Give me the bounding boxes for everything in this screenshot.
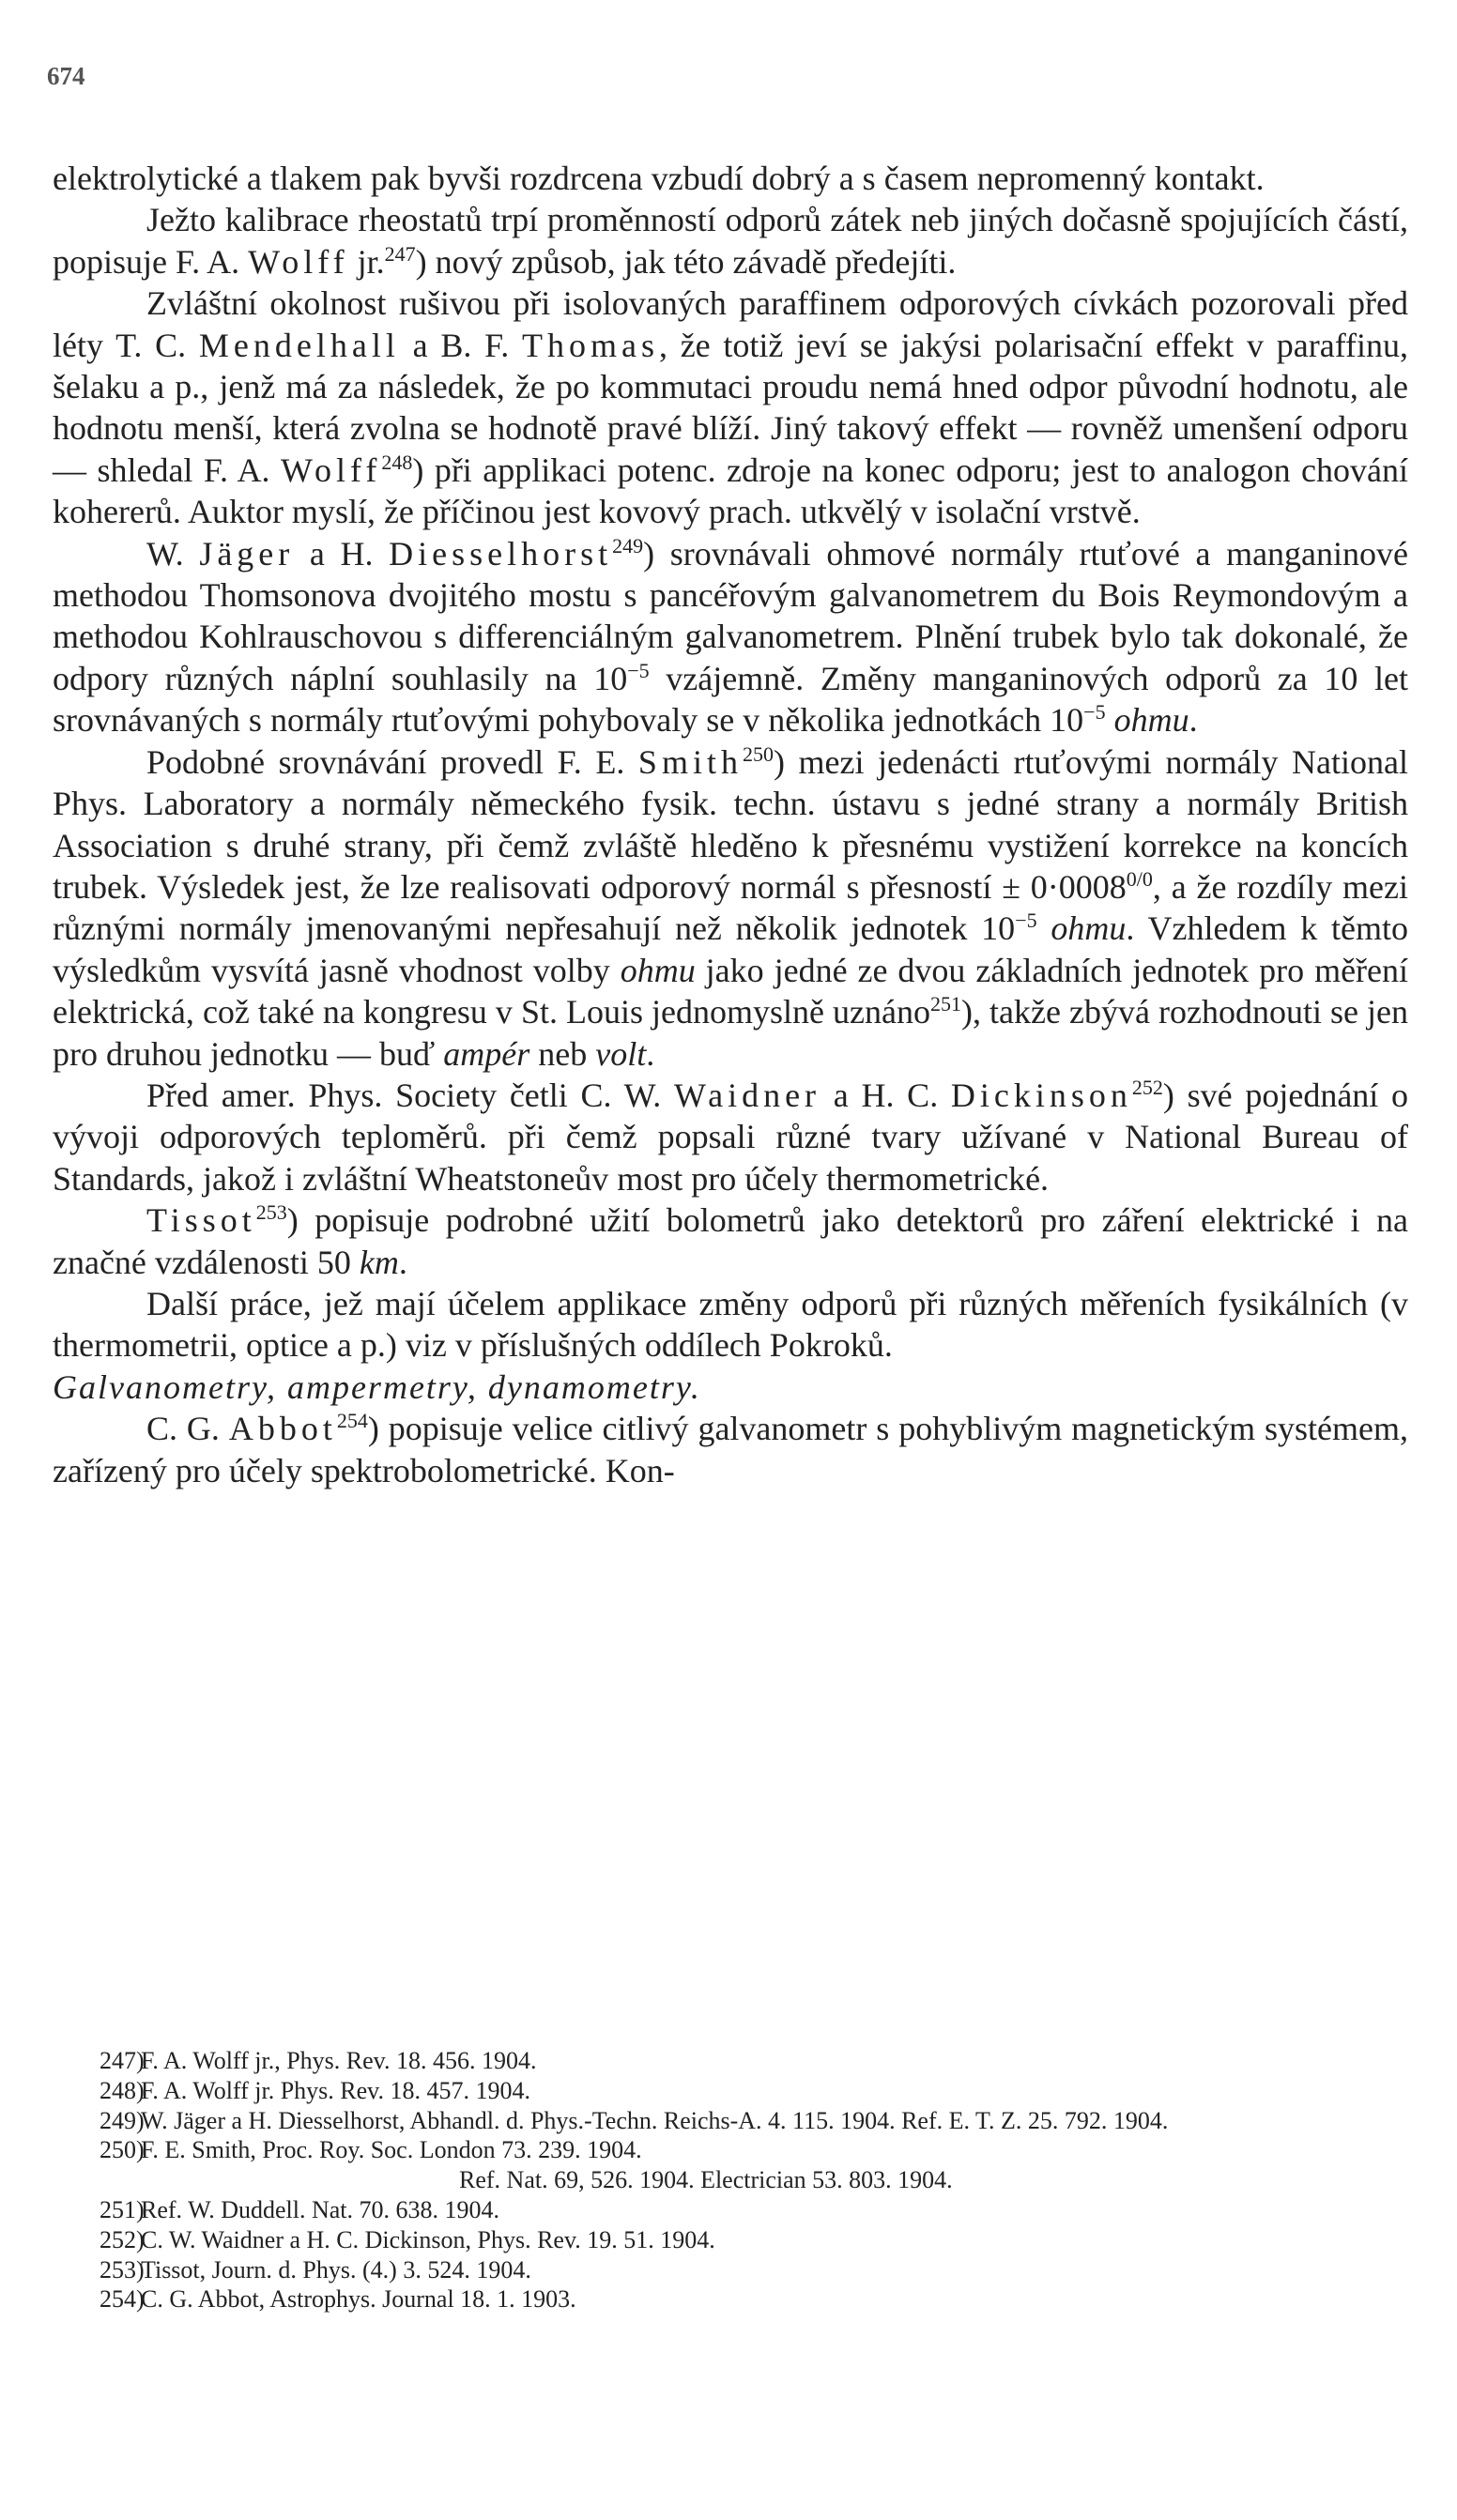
exponent: −5: [1015, 909, 1037, 933]
footnotes: [53, 2046, 1408, 2314]
footnote-mark: 247): [100, 2047, 145, 2074]
page-number: 674: [47, 62, 85, 90]
author-name: Abbot: [228, 1410, 337, 1448]
paragraph-8: Další práce, jež mají účelem applikace změny odporů při různých měřeních fysikálních (v thermometrii, optice a p.) viz v příslušných oddílech Pokroků.: [53, 1284, 1408, 1365]
exponent: −5: [1083, 700, 1106, 725]
footnote-mark: 250): [100, 2136, 145, 2164]
unit: ohmu: [1051, 909, 1127, 948]
footnote-mark: 249): [100, 2106, 145, 2134]
text: elektrolytické a tlakem pak byvši rozdrcena vzbudí dobrý a s časem nepromenný kontakt.: [53, 160, 1265, 197]
footnote-text: Ref. W. Duddell. Nat. 70. 638. 1904.: [141, 2195, 500, 2223]
unit: ampér: [443, 1034, 530, 1073]
author-name: Waidner: [674, 1076, 821, 1114]
percent-mark: 0/0: [1126, 866, 1153, 891]
footnote-text: F. E. Smith, Proc. Roy. Soc. London 73. 239. 1904.: [141, 2136, 642, 2164]
footnote: [53, 2046, 1408, 2076]
unit: ohmu: [1113, 701, 1189, 740]
footnote: [53, 2225, 1408, 2255]
author-name: Mendelhall: [198, 326, 400, 364]
footnote-mark: 248): [100, 2076, 145, 2104]
footnote-ref: 252: [1131, 1075, 1163, 1099]
footnote: [53, 2195, 1408, 2225]
footnote-mark: 252): [100, 2225, 145, 2253]
footnote-ref: 248: [381, 450, 413, 474]
footnote-ref: 250: [742, 741, 774, 766]
footnote-mark: 253): [100, 2255, 145, 2283]
footnote-text: F. A. Wolff jr. Phys. Rev. 18. 457. 1904.: [141, 2076, 530, 2104]
author-name: Thomas: [521, 326, 659, 364]
unit: volt: [595, 1034, 647, 1073]
footnote: [53, 2284, 1408, 2314]
paragraph-7: Tissot$^{253}$) popisuje podrobné užití bolometrů jako detektorů pro záření elektrické i na značné vzdálenosti 50 km.: [53, 1200, 1408, 1281]
paragraph-5: Podobné srovnávání provedl F. E. Smith$^{250}$) mezi jedenácti rtuťovými normály National Phys. Laboratory a normály německého fysik. techn. ústavu s jedné strany a normály British Association s druhé strany, při čemž zvláště hleděno k přesnému vystižení korrekce na koncích trubek. Výsledek jest, že lze realisovati odporový normál s přesností ± $0\cdot 0008^{0/0}$, a že rozdíly mezi různými normály jmenovanými nepřesahují než několik jednotek $10^{-5}$ ohmu. Vzhledem k těmto výsledkům vysvítá jasně vhodnost volby ohmu jako jedné ze dvou základních jednotek pro měření elektrická, což také na kongresu v St. Louis jednomyslně uznáno$^{251}$), takže zbývá rozhodnouti se jen pro druhou jednotku — buď ampér neb volt.: [53, 741, 1409, 1073]
paragraph-1: [53, 158, 1408, 199]
author-name: Wolff: [248, 242, 349, 281]
footnote-ref: 254: [336, 1409, 368, 1433]
author-name: Tissot: [146, 1201, 256, 1240]
footnote: [53, 2106, 1408, 2136]
footnote-ref: 253: [255, 1200, 287, 1225]
footnote-ref: 247: [384, 241, 416, 266]
footnote-mark: 254): [100, 2285, 145, 2314]
footnote-text: Tissot, Journ. d. Phys. (4.) 3. 524. 1904.: [141, 2255, 531, 2283]
paragraph-3: Zvláštní okolnost rušivou při isolovaných paraffinem odporových cívkách pozorovali před léty T. C. Mendelhall a B. F. Thomas, že totiž jeví se jakýsi polarisační effekt v paraffinu, šelaku a p., jenž má za následek, že po kommutaci proudu nemá hned odpor původní hodnotu, ale hodnotu menší, která zvolna se hodnotě pravé blíží. Jiný takový effekt — rovněž umenšení odporu — shledal F. A. Wolff$^{248}$) při applikaci potenc. zdroje na konec odporu; jest to analogon chování kohererů. Auktor myslí, že příčinou jest kovový prach. utkvělý v isolační vrstvě.: [53, 284, 1409, 531]
footnote-mark: 251): [100, 2195, 145, 2223]
footnote-text: F. A. Wolff jr., Phys. Rev. 18. 456. 1904.: [141, 2047, 537, 2074]
paragraph-4: W. Jäger a H. Diesselhorst$^{249}$) srovnávali ohmové normály rtuťové a manganinové methodou Thomsonova dvojitého mostu s pancéřovým galvanometrem du Bois Reymondovým a methodou Kohlrauschovou s differenciálným galvanometrem. Plnění trubek bylo tak dokonalé, že odpory různých náplní souhlasily na $10^{-5}$ vzájemně. Změny manganinových odporů za 10 let srovnávaných s normály rtuťovými pohybovaly se v několika jednotkách $10^{-5}$ ohmu.: [53, 533, 1409, 740]
body-text: [53, 158, 1408, 1491]
section-heading: Galvanometry, ampermetry, dynamometry.: [53, 1367, 701, 1406]
paragraph-6: Před amer. Phys. Society četli C. W. Waidner a H. C. Dickinson$^{252}$) své pojednání o vývoji odporových teploměrů. při čemž popsali různé tvary užívané v National Bureau of Standards, jakož i zvláštní Wheatstoneův most pro účely thermometrické.: [53, 1075, 1409, 1198]
author-name: Diesselhorst: [389, 534, 613, 573]
footnote-ref: 251: [930, 992, 962, 1016]
footnote-continuation: [53, 2165, 1408, 2195]
author-name: Dickinson: [950, 1076, 1132, 1114]
exponent: −5: [627, 658, 650, 682]
footnote-text: C. G. Abbot, Astrophys. Journal 18. 1. 1903.: [141, 2285, 576, 2314]
author-name: Smith: [637, 742, 743, 781]
footnote-text: C. W. Waidner a H. C. Dickinson, Phys. Rev. 19. 51. 1904.: [141, 2225, 715, 2253]
footnote: [53, 2076, 1408, 2106]
footnote-text: Ref. Nat. 69, 526. 1904. Electrician 53. 803. 1904.: [459, 2166, 953, 2194]
footnote: [53, 2135, 1408, 2165]
author-name: Wolff: [280, 451, 382, 489]
author-name: Jäger: [199, 534, 295, 573]
footnote-text: W. Jäger a H. Diesselhorst, Abhandl. d. Phys.-Techn. Reichs-A. 4. 115. 1904. Ref. E. T. Z. 25. 792. 1904.: [141, 2106, 1169, 2134]
paragraph-9: C. G. Abbot$^{254}$) popisuje velice citlivý galvanometr s pohyblivým magnetickým systémem, zařízený pro účely spektrobolometrické. Kon-: [53, 1409, 1408, 1489]
paragraph-2: Ježto kalibrace rheostatů trpí proměnností odporů zátek neb jiných dočasně spojujících částí, popisuje F. A. Wolff jr.$^{247}$) nový způsob, jak této závadě předejíti.: [53, 201, 1408, 281]
footnote-ref: 249: [612, 533, 644, 557]
footnote: [53, 2255, 1408, 2285]
unit: ohmu: [620, 951, 696, 989]
unit: km: [359, 1243, 399, 1281]
